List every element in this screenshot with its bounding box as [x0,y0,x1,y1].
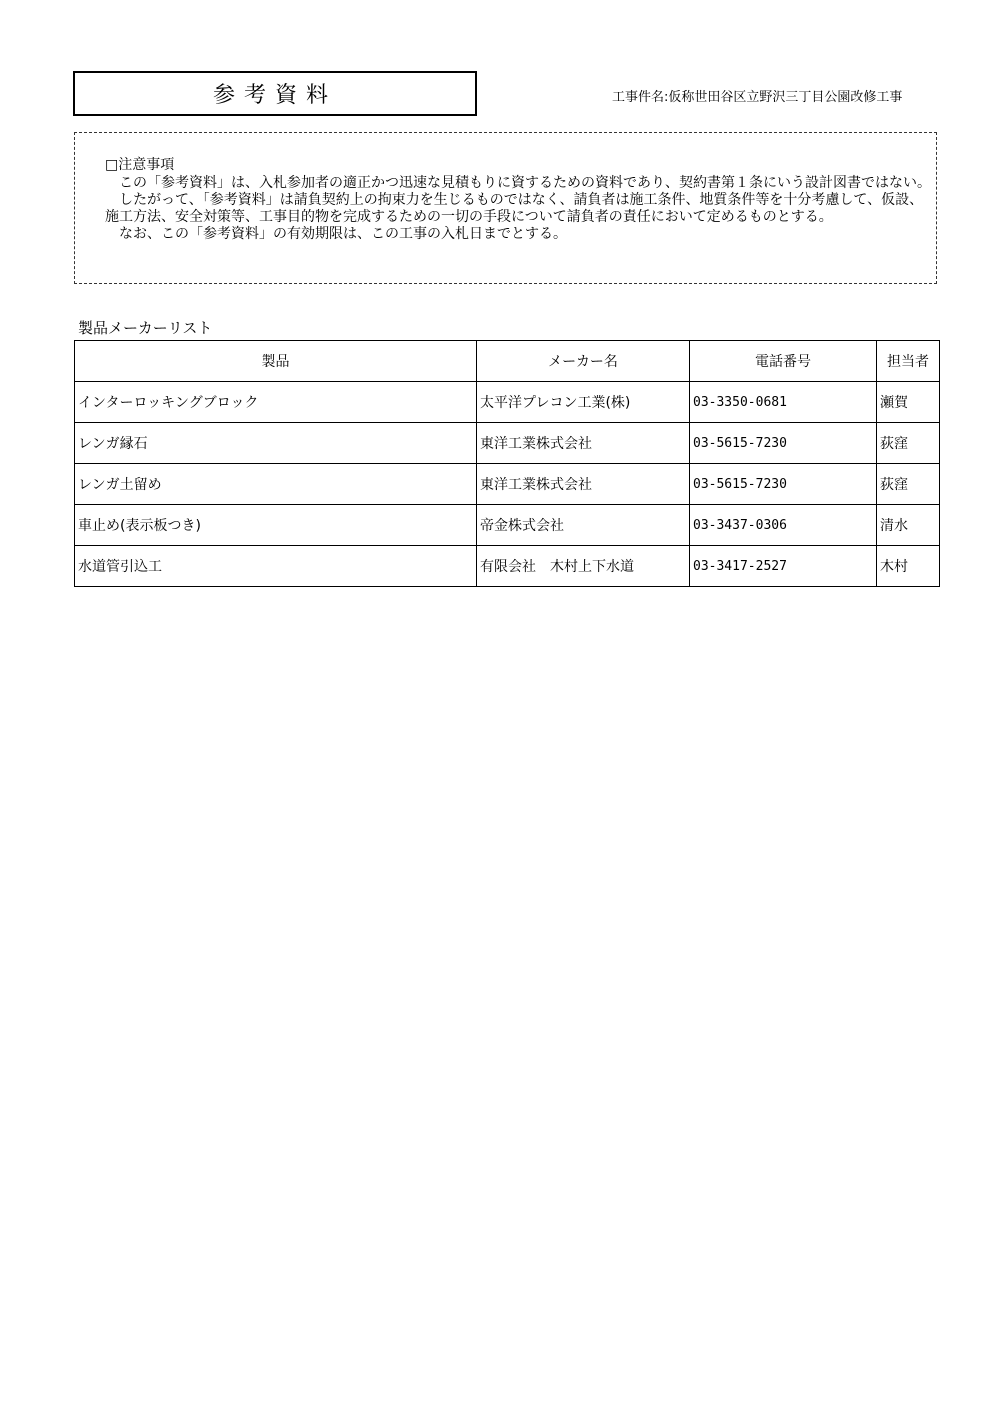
maker-cell: 有限会社 木村上下水道 [477,546,690,587]
contact-cell: 荻窪 [877,423,940,464]
header-product: 製品 [75,341,477,382]
table-row [75,546,940,587]
header-maker: メーカー名 [477,341,690,382]
maker-cell: 帝金株式会社 [477,505,690,546]
phone-cell: 03-5615-7230 [690,423,877,464]
header-contact: 担当者 [877,341,940,382]
project-name: 工事件名:仮称世田谷区立野沢三丁目公園改修工事 [612,90,903,105]
table-row [75,464,940,505]
product-cell: レンガ縁石 [75,423,477,464]
title-box [73,71,477,116]
header-phone: 電話番号 [690,341,877,382]
notice-heading: □注意事項 [105,157,175,173]
phone-cell: 03-3437-0306 [690,505,877,546]
contact-cell: 木村 [877,546,940,587]
product-cell: レンガ土留め [75,464,477,505]
notice-paragraph: なお、この「参考資料」の有効期限は、この工事の入札日までとする。 [119,226,567,242]
contact-cell: 荻窪 [877,464,940,505]
contact-cell: 瀬賀 [877,382,940,423]
notice-paragraph: この「参考資料」は、入札参加者の適正かつ迅速な見積もりに資するための資料であり、契約書第１条にいう設計図書ではない。 [119,175,931,191]
maker-cell: 東洋工業株式会社 [477,423,690,464]
phone-cell: 03-3350-0681 [690,382,877,423]
product-cell: インターロッキングブロック [75,382,477,423]
product-cell: 車止め(表示板つき) [75,505,477,546]
page-title: 参考資料 [212,83,337,108]
table-row [75,382,940,423]
phone-cell: 03-5615-7230 [690,464,877,505]
maker-list-title: 製品メーカーリスト [78,319,213,337]
notice-body [105,175,931,243]
table-header-row [75,341,940,382]
notice-box [74,132,937,284]
notice-paragraph: したがって、「参考資料」は請負契約上の拘束力を生じるものではなく、請負者は施工条件、地質条件等を十分考慮して、仮設、施工方法、安全対策等、工事目的物を完成するための一切の手段について請負者の責任において定めるものとする。 [105,192,924,225]
maker-cell: 東洋工業株式会社 [477,464,690,505]
maker-table [74,340,940,587]
table-row [75,505,940,546]
phone-cell: 03-3417-2527 [690,546,877,587]
maker-cell: 太平洋プレコン工業(株) [477,382,690,423]
table-row [75,423,940,464]
contact-cell: 清水 [877,505,940,546]
product-cell: 水道管引込工 [75,546,477,587]
